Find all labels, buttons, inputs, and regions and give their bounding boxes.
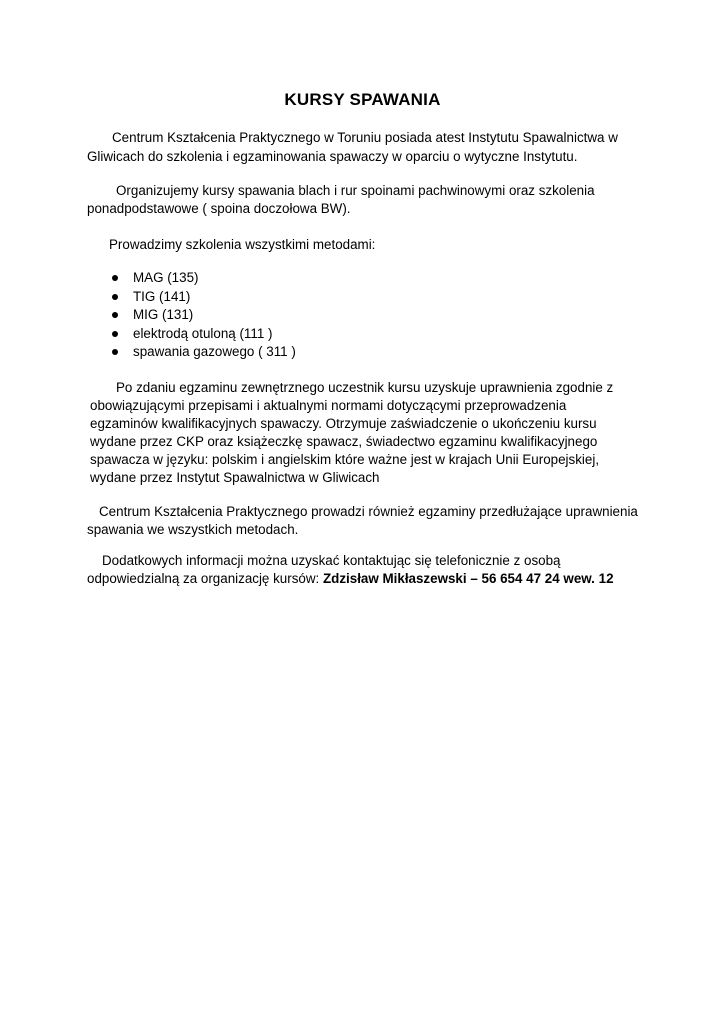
method-label: spawania gazowego ( 311 ) bbox=[133, 344, 296, 360]
list-item bbox=[112, 325, 296, 344]
paragraph-5-line-2: spawania we wszystkich metodach. bbox=[87, 522, 299, 537]
bullet-icon bbox=[112, 312, 118, 318]
paragraph-4-line-4: wydane przez CKP oraz książeczkę spawacz, świadectwo egzaminu kwalifikacyjnego bbox=[90, 434, 598, 449]
paragraph-3: Prowadzimy szkolenia wszystkimi metodami: bbox=[109, 237, 376, 252]
paragraph-4-line-6: wydane przez Instytut Spawalnictwa w Gliwicach bbox=[90, 470, 380, 485]
paragraph-2-line-1: Organizujemy kursy spawania blach i rur spoinami pachwinowymi oraz szkolenia bbox=[116, 183, 595, 198]
method-label: elektrodą otuloną (111 ) bbox=[133, 325, 273, 341]
bullet-icon bbox=[112, 294, 118, 300]
paragraph-4-line-3: egzaminów kwalifikacyjnych spawaczy. Otrzymuje zaświadczenie o ukończeniu kursu bbox=[90, 416, 597, 431]
paragraph-4-line-2: obowiązującymi przepisami i aktualnymi normami dotyczącymi przeprowadzenia bbox=[90, 398, 567, 413]
paragraph-6-line-2 bbox=[87, 570, 614, 588]
paragraph-1-line-1: Centrum Kształcenia Praktycznego w Toruniu posiada atest Instytutu Spawalnictwa w bbox=[112, 130, 618, 145]
contact-person: Zdzisław Mikłaszewski – 56 654 47 24 wew. 12 bbox=[322, 571, 614, 586]
list-item bbox=[112, 288, 296, 307]
list-item bbox=[112, 306, 296, 325]
paragraph-4-line-5: spawacza w języku: polskim i angielskim które ważne jest w krajach Unii Europejskiej, bbox=[90, 452, 600, 467]
paragraph-1-line-2: Gliwicach do szkolenia i egzaminowania spawaczy w oparciu o wytyczne Instytutu. bbox=[87, 149, 578, 164]
paragraph-6-text: odpowiedzialną za organizację kursów: bbox=[87, 571, 323, 586]
list-item bbox=[112, 343, 296, 362]
list-item bbox=[112, 269, 296, 288]
bullet-icon bbox=[112, 275, 118, 281]
bullet-icon bbox=[112, 331, 118, 337]
bullet-icon bbox=[112, 349, 118, 355]
paragraph-2-line-2: ponadpodstawowe ( spoina doczołowa BW). bbox=[87, 201, 351, 216]
paragraph-6-line-1: Dodatkowych informacji można uzyskać kontaktując się telefonicznie z osobą bbox=[102, 553, 561, 568]
method-label: MAG (135) bbox=[133, 270, 199, 285]
paragraph-5-line-1: Centrum Kształcenia Praktycznego prowadzi również egzaminy przedłużające uprawnienia bbox=[99, 504, 638, 519]
method-label: TIG (141) bbox=[133, 288, 191, 304]
methods-list bbox=[112, 269, 296, 362]
page-title: KURSY SPAWANIA bbox=[284, 90, 441, 109]
method-label: MIG (131) bbox=[133, 307, 194, 323]
paragraph-4-line-1: Po zdaniu egzaminu zewnętrznego uczestnik kursu uzyskuje uprawnienia zgodnie z bbox=[116, 380, 614, 395]
